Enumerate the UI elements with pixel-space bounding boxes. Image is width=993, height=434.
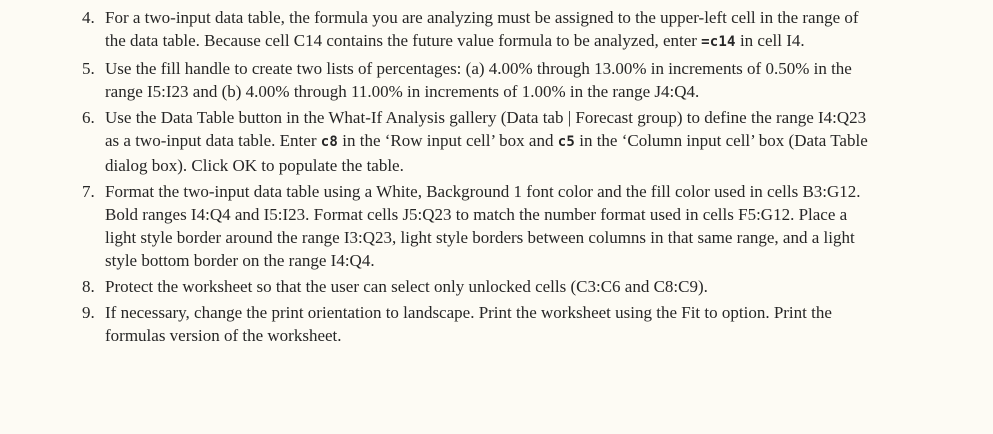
step-text: Protect the worksheet so that the user can select only unlocked cells (C3:C6 and C8:C9).: [105, 277, 708, 296]
step-item: [82, 57, 882, 103]
step-text: For a two-input data table, the formula you are analyzing must be assigned to the upper-left cell in the range of the data table. Because cell C14 contains the future value formula to be analyzed, enter: [105, 8, 859, 50]
step-text: in the ‘Row input cell’ box and: [338, 131, 558, 150]
step-text: If necessary, change the print orientation to landscape. Print the worksheet using the Fit to option. Print the formulas version of the worksheet.: [105, 303, 832, 345]
inline-code: c5: [557, 134, 575, 150]
step-number: 8.: [82, 277, 95, 296]
step-text: in cell I4.: [735, 31, 805, 50]
step-text: Use the Data Table button in the What-If Analysis gallery (Data tab | Forecast group) to define the range I4:Q23 as a two-input data table. Enter: [105, 108, 867, 150]
step-number: 6.: [82, 108, 95, 127]
step-text: Use the fill handle to create two lists of percentages: (a) 4.00% through 13.00% in increments of 0.50% in the range I5:I23 and (b) 4.00% through 11.00% in increments of 1.00% in the range J4:Q4.: [105, 59, 852, 101]
step-item: [82, 6, 882, 54]
inline-code: c8: [320, 134, 338, 150]
inline-code: =c14: [701, 34, 736, 50]
step-text: Format the two-input data table using a White, Background 1 font color and the fill color used in cells B3:G12. Bold ranges I4:Q4 and I5:I23. Format cells J5:Q23 to match the number format used in cells F5:G12. Place a light style border around the range I3:Q23, light style borders between columns in that same range, and a light style bottom border on the range I4:Q4.: [105, 182, 861, 270]
step-number: 5.: [82, 59, 95, 78]
step-item: [82, 180, 882, 272]
step-text: in the ‘Column input cell’ box (Data Table dialog box). Click OK to populate the table.: [105, 131, 868, 175]
step-item: [82, 275, 882, 298]
step-number: 9.: [82, 303, 95, 322]
step-item: [82, 301, 882, 347]
step-number: 7.: [82, 182, 95, 201]
instruction-list: [82, 6, 882, 350]
step-number: 4.: [82, 8, 95, 27]
step-item: [82, 106, 882, 177]
